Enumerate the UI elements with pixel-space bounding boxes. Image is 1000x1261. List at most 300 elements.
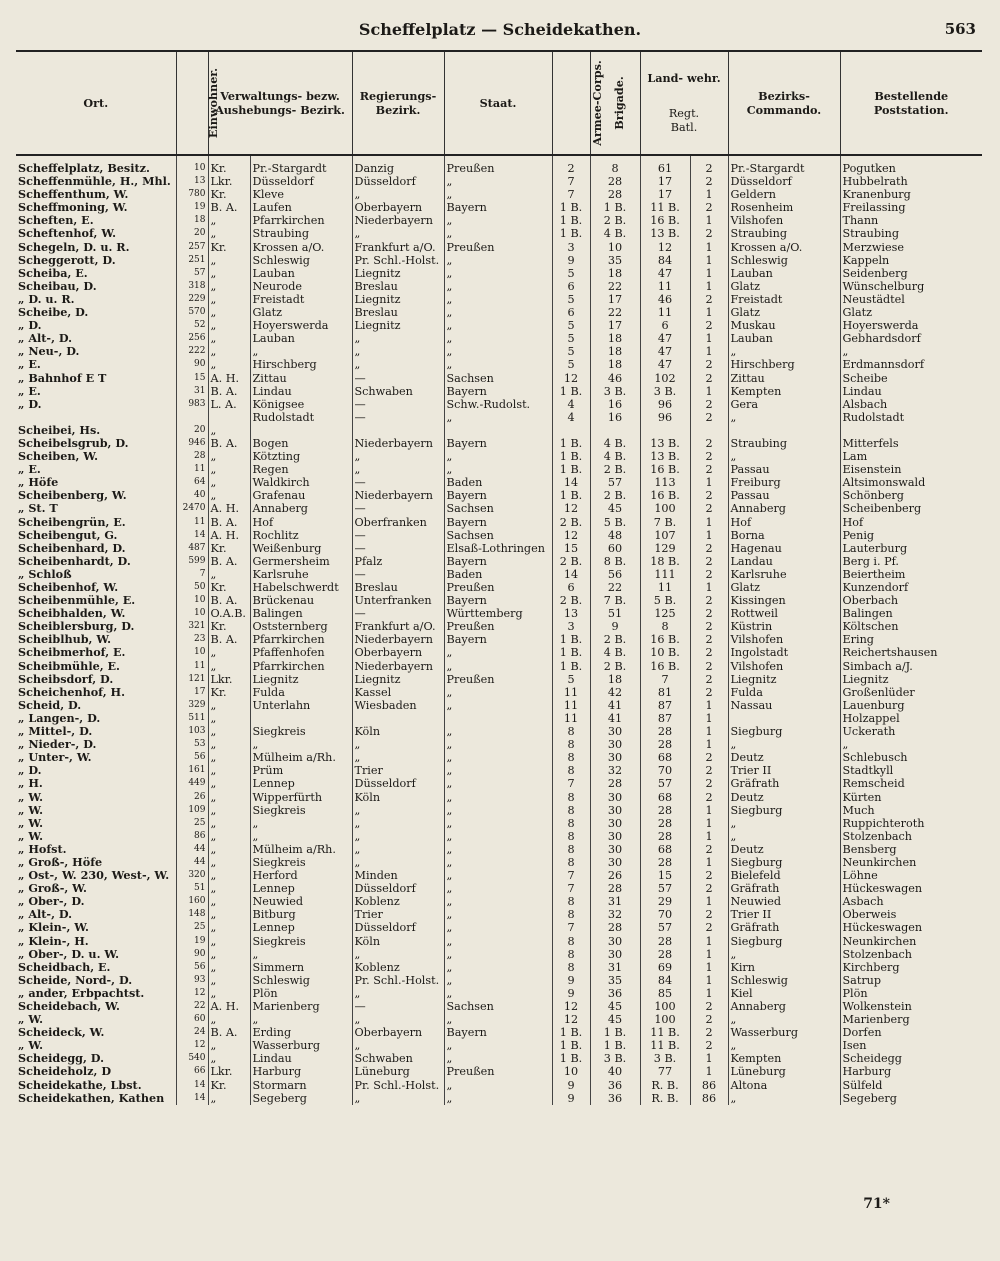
poststation-cell: Lam <box>840 450 982 463</box>
armeecorps-cell: 5 <box>552 319 590 332</box>
staat-cell: „ <box>444 1092 552 1105</box>
regierungsbezirk-cell <box>352 424 444 437</box>
verwaltungsbezirk-cell: Königsee <box>250 398 352 411</box>
brigade-cell: 31 <box>590 895 640 908</box>
amt-cell: „ <box>208 987 250 1000</box>
armeecorps-cell: 12 <box>552 1013 590 1026</box>
bezirkskommando-cell: Lüneburg <box>728 1065 840 1078</box>
verwaltungsbezirk-cell: „ <box>250 345 352 358</box>
brigade-cell: 1 B. <box>590 1039 640 1052</box>
armeecorps-cell: 2 <box>552 155 590 175</box>
staat-cell: „ <box>444 895 552 908</box>
armeecorps-cell: 7 <box>552 921 590 934</box>
regierungsbezirk-cell: — <box>352 398 444 411</box>
verwaltungsbezirk-cell: Neurode <box>250 280 352 293</box>
einwohner-cell: 53 <box>176 738 208 751</box>
brigade-cell: 30 <box>590 817 640 830</box>
amt-cell: „ <box>208 345 250 358</box>
brigade-cell: 2 B. <box>590 489 640 502</box>
bezirkskommando-cell: Siegburg <box>728 935 840 948</box>
table-row <box>16 1013 982 1026</box>
einwohner-cell: 449 <box>176 777 208 790</box>
table-row <box>16 633 982 646</box>
regierungsbezirk-cell: Oberbayern <box>352 1026 444 1039</box>
regierungsbezirk-cell: „ <box>352 358 444 371</box>
ort-cell: Scheibenmühle, E. <box>18 594 136 608</box>
staat-cell: Bayern <box>444 385 552 398</box>
brigade-cell: 30 <box>590 738 640 751</box>
ort-cell: Scheften, E. <box>18 214 94 228</box>
armeecorps-cell: 15 <box>552 542 590 555</box>
bataillon-cell: 2 <box>690 437 728 450</box>
table-row <box>16 908 982 921</box>
armeecorps-cell: 7 <box>552 869 590 882</box>
bataillon-cell: 1 <box>690 738 728 751</box>
signature-mark: 71* <box>863 1196 890 1212</box>
brigade-cell: 8 <box>590 155 640 175</box>
ort-cell: „ D. u. R. <box>18 292 75 306</box>
amt-cell: „ <box>208 319 250 332</box>
poststation-cell: Großenlüder <box>840 686 982 699</box>
regierungsbezirk-cell: „ <box>352 738 444 751</box>
table-row <box>16 516 982 529</box>
verwaltungsbezirk-cell: Lauban <box>250 267 352 280</box>
landwehr-label: Land- wehr. <box>647 71 721 85</box>
table-row <box>16 502 982 515</box>
amt-cell: „ <box>208 1052 250 1065</box>
amt-cell: A. H. <box>208 502 250 515</box>
amt-cell: „ <box>208 751 250 764</box>
bezirkskommando-cell: Küstrin <box>728 620 840 633</box>
staat-cell: „ <box>444 804 552 817</box>
verwaltungsbezirk-cell: Laufen <box>250 201 352 214</box>
amt-cell: „ <box>208 306 250 319</box>
armeecorps-cell: 11 <box>552 686 590 699</box>
verwaltungsbezirk-cell: Plön <box>250 987 352 1000</box>
verwaltungsbezirk-cell: Balingen <box>250 607 352 620</box>
einwohner-cell: 20 <box>176 227 208 240</box>
ort-cell: „ Langen-, D. <box>18 711 101 725</box>
verwaltungsbezirk-cell: Grafenau <box>250 489 352 502</box>
armeecorps-cell: 8 <box>552 856 590 869</box>
ort-cell: Scheibenhardt, D. <box>18 554 131 568</box>
amt-cell: „ <box>208 804 250 817</box>
regiment-cell: 61 <box>640 155 690 175</box>
table-row <box>16 777 982 790</box>
page-title: Scheffelplatz — Scheidekathen. <box>358 20 642 39</box>
poststation-cell: Remscheid <box>840 777 982 790</box>
table-row <box>16 764 982 777</box>
bezirkskommando-cell: Siegburg <box>728 804 840 817</box>
bataillon-cell: 1 <box>690 948 728 961</box>
bataillon-cell: 2 <box>690 319 728 332</box>
amt-cell: B. A. <box>208 437 250 450</box>
bataillon-cell: 2 <box>690 555 728 568</box>
ort-cell: „ D. <box>18 397 42 411</box>
ort-cell: „ ander, Erbpachtst. <box>18 986 145 1000</box>
brigade-cell: 8 B. <box>590 555 640 568</box>
col-bezirks: Bezirks- Commando. <box>728 51 840 155</box>
brigade-cell: 2 B. <box>590 633 640 646</box>
table-row <box>16 830 982 843</box>
staat-cell: „ <box>444 843 552 856</box>
amt-cell: Kr. <box>208 1079 250 1092</box>
bezirkskommando-cell: Vilshofen <box>728 633 840 646</box>
verwaltungsbezirk-cell <box>250 712 352 725</box>
staat-cell: „ <box>444 306 552 319</box>
poststation-cell: Költschen <box>840 620 982 633</box>
regierungsbezirk-cell: — <box>352 411 444 424</box>
armeecorps-cell: 4 <box>552 398 590 411</box>
bataillon-cell: 1 <box>690 1065 728 1078</box>
regiment-cell: 15 <box>640 869 690 882</box>
einwohner-cell: 11 <box>176 660 208 673</box>
table-row <box>16 254 982 267</box>
regiment-cell: 12 <box>640 241 690 254</box>
bataillon-cell: 2 <box>690 646 728 659</box>
regierungsbezirk-cell: „ <box>352 948 444 961</box>
amt-cell: „ <box>208 856 250 869</box>
bataillon-cell: 1 <box>690 1052 728 1065</box>
einwohner-cell: 7 <box>176 568 208 581</box>
verwaltungsbezirk-cell: Siegkreis <box>250 856 352 869</box>
armeecorps-cell: 1 B. <box>552 214 590 227</box>
amt-cell: „ <box>208 777 250 790</box>
table-row <box>16 856 982 869</box>
ort-cell: „ H. <box>18 777 43 791</box>
table-row <box>16 646 982 659</box>
amt-cell: Lkr. <box>208 1065 250 1078</box>
col-armee: Armee-Corps. <box>552 51 590 155</box>
armeecorps-cell: 9 <box>552 987 590 1000</box>
verwaltungsbezirk-cell: Oststernberg <box>250 620 352 633</box>
staat-cell: Preußen <box>444 620 552 633</box>
bezirkskommando-cell: „ <box>728 1092 840 1105</box>
regierungsbezirk-cell: „ <box>352 463 444 476</box>
einwohner-cell: 60 <box>176 1013 208 1026</box>
brigade-cell: 4 B. <box>590 227 640 240</box>
brigade-cell: 18 <box>590 345 640 358</box>
verwaltungsbezirk-cell: Hof <box>250 516 352 529</box>
table-row <box>16 267 982 280</box>
einwohner-cell: 56 <box>176 751 208 764</box>
staat-cell: „ <box>444 817 552 830</box>
einwohner-cell: 11 <box>176 516 208 529</box>
bataillon-cell: 2 <box>690 908 728 921</box>
brigade-cell: 30 <box>590 791 640 804</box>
armeecorps-cell: 1 B. <box>552 646 590 659</box>
regierungsbezirk-cell: Trier <box>352 764 444 777</box>
amt-cell: „ <box>208 908 250 921</box>
einwohner-cell: 983 <box>176 398 208 411</box>
amt-cell: B. A. <box>208 594 250 607</box>
bezirkskommando-cell: Fulda <box>728 686 840 699</box>
poststation-cell: Oberweis <box>840 908 982 921</box>
regiment-cell: 16 B. <box>640 660 690 673</box>
einwohner-cell: 86 <box>176 830 208 843</box>
staat-cell: „ <box>444 319 552 332</box>
bataillon-cell: 1 <box>690 974 728 987</box>
verwaltungsbezirk-cell: Lennep <box>250 882 352 895</box>
armeecorps-cell: 8 <box>552 948 590 961</box>
staat-cell: „ <box>444 267 552 280</box>
running-header <box>0 20 1000 46</box>
brigade-cell: 56 <box>590 568 640 581</box>
staat-cell <box>444 712 552 725</box>
ort-cell: Scheibe, D. <box>18 306 89 320</box>
table-row <box>16 817 982 830</box>
amt-cell: „ <box>208 738 250 751</box>
poststation-cell: Penig <box>840 529 982 542</box>
regiment-cell: 87 <box>640 712 690 725</box>
armeecorps-cell: 8 <box>552 764 590 777</box>
col-verwaltung: Verwaltungs- bezw. Aushebungs- Bezirk. <box>208 51 352 155</box>
bezirkskommando-cell: „ <box>728 948 840 961</box>
bataillon-cell: 2 <box>690 686 728 699</box>
poststation-cell: „ <box>840 738 982 751</box>
ort-cell: „ D. <box>18 764 42 778</box>
verwaltungsbezirk-cell: Siegkreis <box>250 804 352 817</box>
poststation-cell: Marienberg <box>840 1013 982 1026</box>
einwohner-cell: 540 <box>176 1052 208 1065</box>
verwaltungsbezirk-cell: Pfarrkirchen <box>250 660 352 673</box>
verwaltungsbezirk-cell: Rochlitz <box>250 529 352 542</box>
regiment-cell: 47 <box>640 332 690 345</box>
regiment-cell: 57 <box>640 921 690 934</box>
regierungsbezirk-cell: Koblenz <box>352 961 444 974</box>
table-row <box>16 935 982 948</box>
poststation-cell: Gebhardsdorf <box>840 332 982 345</box>
bataillon-cell: 1 <box>690 385 728 398</box>
verwaltungsbezirk-cell: Zittau <box>250 372 352 385</box>
amt-cell: „ <box>208 791 250 804</box>
brigade-cell: 3 B. <box>590 385 640 398</box>
einwohner-cell: 18 <box>176 214 208 227</box>
staat-cell: Baden <box>444 476 552 489</box>
regiment-cell: 16 B. <box>640 489 690 502</box>
table-row <box>16 1079 982 1092</box>
amt-cell: „ <box>208 227 250 240</box>
verwaltungsbezirk-cell: Freistadt <box>250 293 352 306</box>
brigade-cell: 28 <box>590 921 640 934</box>
amt-cell: „ <box>208 646 250 659</box>
staat-cell: „ <box>444 777 552 790</box>
amt-cell: „ <box>208 712 250 725</box>
poststation-cell: Thann <box>840 214 982 227</box>
bataillon-cell: 2 <box>690 660 728 673</box>
bezirkskommando-cell: Passau <box>728 463 840 476</box>
ort-cell: Scheibenhof, W. <box>18 581 119 594</box>
verwaltungsbezirk-cell: Lauban <box>250 332 352 345</box>
bezirkskommando-cell: Kempten <box>728 1052 840 1065</box>
armeecorps-cell: 9 <box>552 1092 590 1105</box>
brigade-cell: 18 <box>590 267 640 280</box>
ort-cell: „ Groß-, Höfe <box>18 855 103 869</box>
poststation-cell: Uckerath <box>840 725 982 738</box>
bataillon-cell: 1 <box>690 188 728 201</box>
amt-cell: „ <box>208 882 250 895</box>
regierungsbezirk-cell: Oberfranken <box>352 516 444 529</box>
armeecorps-cell: 1 B. <box>552 463 590 476</box>
brigade-cell: 30 <box>590 856 640 869</box>
regierungsbezirk-cell: — <box>352 529 444 542</box>
regierungsbezirk-cell: „ <box>352 1039 444 1052</box>
regiment-cell: 77 <box>640 1065 690 1078</box>
table-row <box>16 555 982 568</box>
ort-cell: „ Alt-, D. <box>18 332 73 346</box>
brigade-cell: 2 B. <box>590 214 640 227</box>
armeecorps-cell: 1 B. <box>552 1052 590 1065</box>
einwohner-cell: 511 <box>176 712 208 725</box>
staat-cell: „ <box>444 869 552 882</box>
verwaltungsbezirk-cell: Kötzting <box>250 450 352 463</box>
regiment-cell: 11 B. <box>640 1026 690 1039</box>
page-number: 563 <box>944 20 976 38</box>
regiment-cell: 70 <box>640 764 690 777</box>
table-row <box>16 568 982 581</box>
brigade-cell: 18 <box>590 673 640 686</box>
armeecorps-cell: 1 B. <box>552 450 590 463</box>
poststation-cell: Löhne <box>840 869 982 882</box>
table-row <box>16 791 982 804</box>
brigade-cell: 57 <box>590 476 640 489</box>
bezirkskommando-cell: Gräfrath <box>728 777 840 790</box>
einwohner-cell: 44 <box>176 856 208 869</box>
einwohner-cell: 12 <box>176 1039 208 1052</box>
table-row <box>16 673 982 686</box>
ort-cell: Scheggerott, D. <box>18 253 116 267</box>
amt-cell: „ <box>208 699 250 712</box>
brigade-cell: 30 <box>590 935 640 948</box>
ort-cell: Scheibengrün, E. <box>18 515 126 529</box>
staat-cell: „ <box>444 935 552 948</box>
poststation-cell: Balingen <box>840 607 982 620</box>
bataillon-cell: 1 <box>690 516 728 529</box>
regierungsbezirk-cell: Frankfurt a/O. <box>352 241 444 254</box>
amt-cell: O.A.B. <box>208 607 250 620</box>
poststation-cell: Schönberg <box>840 489 982 502</box>
staat-cell: „ <box>444 646 552 659</box>
staat-cell: Bayern <box>444 555 552 568</box>
amt-cell: „ <box>208 830 250 843</box>
poststation-cell: Ering <box>840 633 982 646</box>
bezirkskommando-cell: Siegburg <box>728 725 840 738</box>
verwaltungsbezirk-cell: Fulda <box>250 686 352 699</box>
bataillon-cell: 1 <box>690 241 728 254</box>
einwohner-cell: 148 <box>176 908 208 921</box>
regierungsbezirk-cell: Oberbayern <box>352 201 444 214</box>
table-row <box>16 869 982 882</box>
einwohner-cell: 160 <box>176 895 208 908</box>
ort-cell: Scheibengut, G. <box>18 528 118 542</box>
table-row <box>16 155 982 175</box>
armeecorps-cell: 6 <box>552 280 590 293</box>
staat-cell: „ <box>444 699 552 712</box>
bezirkskommando-cell: Kempten <box>728 385 840 398</box>
amt-cell: B. A. <box>208 633 250 646</box>
table-row <box>16 175 982 188</box>
amt-cell: „ <box>208 332 250 345</box>
brigade-cell: 42 <box>590 686 640 699</box>
staat-cell: „ <box>444 987 552 1000</box>
brigade-cell: 28 <box>590 777 640 790</box>
table-row <box>16 751 982 764</box>
bezirkskommando-cell: „ <box>728 830 840 843</box>
regiment-cell: 107 <box>640 529 690 542</box>
bezirkskommando-cell: Kiel <box>728 987 840 1000</box>
regierungsbezirk-cell: Pr. Schl.-Holst. <box>352 254 444 267</box>
verwaltungsbezirk-cell: Karlsruhe <box>250 568 352 581</box>
bataillon-cell: 1 <box>690 476 728 489</box>
regierungsbezirk-cell: „ <box>352 1092 444 1105</box>
regierungsbezirk-cell: Liegnitz <box>352 673 444 686</box>
regierungsbezirk-cell: Düsseldorf <box>352 777 444 790</box>
armeecorps-cell: 8 <box>552 791 590 804</box>
brigade-cell: 22 <box>590 581 640 594</box>
verwaltungsbezirk-cell: Pfarrkirchen <box>250 214 352 227</box>
regierungsbezirk-cell: Liegnitz <box>352 267 444 280</box>
einwohner-cell: 57 <box>176 267 208 280</box>
bataillon-cell: 2 <box>690 882 728 895</box>
bataillon-cell: 86 <box>690 1092 728 1105</box>
verwaltungsbezirk-cell: Weißenburg <box>250 542 352 555</box>
poststation-cell: Kürten <box>840 791 982 804</box>
bataillon-cell: 1 <box>690 214 728 227</box>
ort-cell: „ Unter-, W. <box>18 751 92 765</box>
poststation-cell: Eisenstein <box>840 463 982 476</box>
regiment-cell: 81 <box>640 686 690 699</box>
ort-cell: Scheidekathen, Kathen <box>18 1091 165 1105</box>
armeecorps-cell: 11 <box>552 712 590 725</box>
table-row <box>16 437 982 450</box>
table-row <box>16 1000 982 1013</box>
brigade-cell: 28 <box>590 188 640 201</box>
poststation-cell: Plön <box>840 987 982 1000</box>
ort-cell: „ Nieder-, D. <box>18 738 97 752</box>
einwohner-cell: 13 <box>176 175 208 188</box>
bezirkskommando-cell: Glatz <box>728 280 840 293</box>
regiment-cell: 57 <box>640 882 690 895</box>
amt-cell: „ <box>208 489 250 502</box>
einwohner-cell: 11 <box>176 463 208 476</box>
bataillon-cell: 2 <box>690 372 728 385</box>
regierungsbezirk-cell: Köln <box>352 935 444 948</box>
poststation-cell: Lauenburg <box>840 699 982 712</box>
amt-cell: „ <box>208 843 250 856</box>
bataillon-cell: 2 <box>690 201 728 214</box>
bezirkskommando-cell: „ <box>728 1039 840 1052</box>
staat-cell: „ <box>444 293 552 306</box>
einwohner-cell: 90 <box>176 948 208 961</box>
regierungsbezirk-cell: „ <box>352 227 444 240</box>
einwohner-cell: 14 <box>176 529 208 542</box>
staat-cell: „ <box>444 345 552 358</box>
brigade-cell: 41 <box>590 699 640 712</box>
ort-cell: Scheibau, D. <box>18 279 97 293</box>
staat-cell: „ <box>444 1052 552 1065</box>
armeecorps-cell: 5 <box>552 345 590 358</box>
ort-cell: Scheibmühle, E. <box>18 659 120 673</box>
bataillon-cell: 2 <box>690 175 728 188</box>
einwohner-cell: 318 <box>176 280 208 293</box>
regiment-cell: 102 <box>640 372 690 385</box>
regiment-cell: 10 B. <box>640 646 690 659</box>
bezirkskommando-cell: „ <box>728 738 840 751</box>
table-row <box>16 804 982 817</box>
table-row <box>16 201 982 214</box>
regiment-cell: 70 <box>640 908 690 921</box>
amt-cell: „ <box>208 214 250 227</box>
